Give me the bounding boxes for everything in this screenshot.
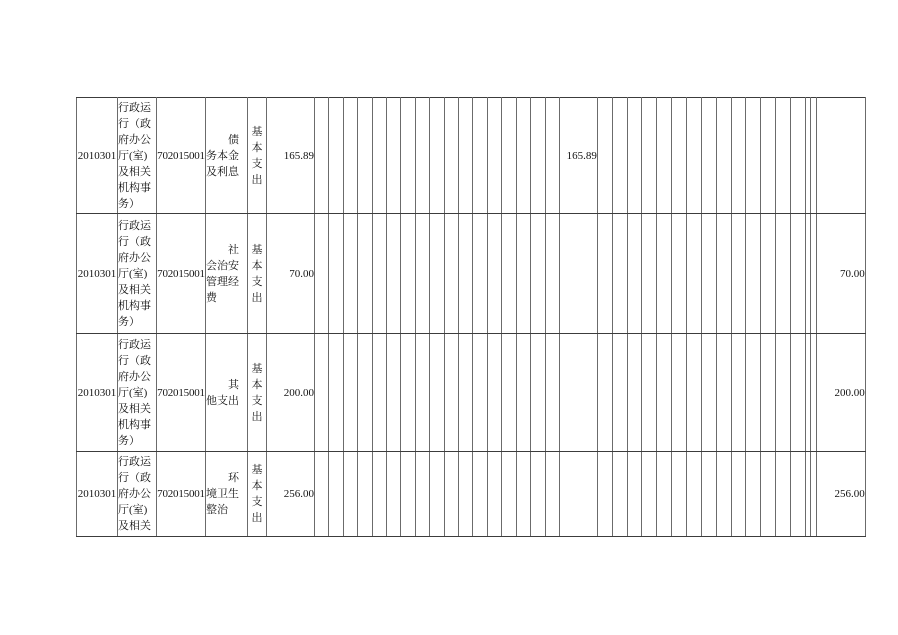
- empty-cell: [716, 98, 731, 214]
- empty-cell: [657, 98, 672, 214]
- empty-cell: [343, 452, 357, 537]
- empty-cell: [716, 214, 731, 334]
- end-amount-cell: 256.00: [816, 452, 865, 537]
- empty-cell: [545, 452, 559, 537]
- empty-cell: [627, 452, 642, 537]
- empty-cell: [502, 98, 516, 214]
- empty-cell: [627, 98, 642, 214]
- empty-cell: [387, 334, 401, 452]
- empty-cell: [642, 452, 657, 537]
- empty-cell: [545, 334, 559, 452]
- empty-cell: [761, 334, 776, 452]
- empty-cell: [746, 214, 761, 334]
- empty-cell: [531, 214, 545, 334]
- func-code-cell: 2010301: [77, 98, 118, 214]
- empty-cell: [531, 98, 545, 214]
- item-code-cell: 702015001: [157, 98, 206, 214]
- empty-cell: [516, 214, 530, 334]
- empty-cell: [502, 214, 516, 334]
- empty-cell: [701, 334, 716, 452]
- empty-cell: [597, 98, 612, 214]
- amount-cell: 70.00: [267, 214, 315, 334]
- empty-cell: [329, 334, 343, 452]
- empty-cell: [731, 214, 746, 334]
- amount-cell: 200.00: [267, 334, 315, 452]
- empty-cell: [545, 98, 559, 214]
- empty-cell: [701, 214, 716, 334]
- empty-cell: [612, 452, 627, 537]
- end-amount-cell: [816, 98, 865, 214]
- empty-cell: [343, 98, 357, 214]
- empty-cell: [790, 214, 805, 334]
- empty-cell: [343, 214, 357, 334]
- func-name-cell: 行政运行（政府办公厅(室)及相关机构事务）: [118, 98, 157, 214]
- empty-cell: [516, 334, 530, 452]
- empty-cell: [790, 98, 805, 214]
- empty-cell: [686, 452, 701, 537]
- empty-cell: [444, 214, 458, 334]
- table-row: [77, 98, 866, 214]
- empty-cell: [315, 214, 329, 334]
- empty-cell: [657, 214, 672, 334]
- empty-cell: [430, 334, 444, 452]
- empty-cell: [746, 334, 761, 452]
- table-row: [77, 214, 866, 334]
- expense-type-cell: 基本支出: [248, 334, 267, 452]
- item-code-cell: 702015001: [157, 334, 206, 452]
- empty-cell: [473, 214, 487, 334]
- empty-cell: [612, 98, 627, 214]
- empty-cell: [761, 98, 776, 214]
- empty-cell: [642, 334, 657, 452]
- empty-cell: [430, 452, 444, 537]
- expense-type-cell: 基本支出: [248, 452, 267, 537]
- amount-cell: 256.00: [267, 452, 315, 537]
- empty-cell: [672, 452, 687, 537]
- empty-cell: [716, 334, 731, 452]
- expense-type-cell: 基本支出: [248, 98, 267, 214]
- empty-cell: [459, 214, 473, 334]
- empty-cell: [315, 334, 329, 452]
- empty-cell: [776, 214, 791, 334]
- empty-cell: [473, 98, 487, 214]
- empty-cell: [329, 214, 343, 334]
- empty-cell: [473, 334, 487, 452]
- empty-cell: [612, 334, 627, 452]
- empty-cell: [329, 98, 343, 214]
- func-code-cell: 2010301: [77, 334, 118, 452]
- empty-cell: [657, 334, 672, 452]
- empty-cell: [516, 452, 530, 537]
- empty-cell: [415, 98, 429, 214]
- mid-amount-cell: [559, 214, 597, 334]
- empty-cell: [731, 334, 746, 452]
- empty-cell: [343, 334, 357, 452]
- func-name-cell: 行政运行（政府办公厅(室)及相关: [118, 452, 157, 537]
- empty-cell: [387, 98, 401, 214]
- item-name-cell: 债务本金及利息: [206, 98, 248, 214]
- empty-cell: [415, 214, 429, 334]
- empty-cell: [444, 452, 458, 537]
- budget-table: [76, 97, 866, 537]
- empty-cell: [746, 98, 761, 214]
- empty-cell: [790, 334, 805, 452]
- empty-cell: [444, 98, 458, 214]
- empty-cell: [597, 452, 612, 537]
- mid-amount-cell: [559, 334, 597, 452]
- func-code-cell: 2010301: [77, 452, 118, 537]
- empty-cell: [531, 452, 545, 537]
- end-amount-cell: 70.00: [816, 214, 865, 334]
- empty-cell: [545, 214, 559, 334]
- empty-cell: [459, 98, 473, 214]
- empty-cell: [502, 452, 516, 537]
- empty-cell: [358, 334, 372, 452]
- empty-cell: [701, 452, 716, 537]
- empty-cell: [672, 334, 687, 452]
- empty-cell: [746, 452, 761, 537]
- empty-cell: [686, 214, 701, 334]
- empty-cell: [315, 452, 329, 537]
- empty-cell: [672, 98, 687, 214]
- func-name-cell: 行政运行（政府办公厅(室)及相关机构事务）: [118, 334, 157, 452]
- mid-amount-cell: [559, 452, 597, 537]
- empty-cell: [776, 452, 791, 537]
- empty-cell: [487, 452, 501, 537]
- empty-cell: [459, 334, 473, 452]
- empty-cell: [473, 452, 487, 537]
- empty-cell: [731, 98, 746, 214]
- empty-cell: [487, 334, 501, 452]
- empty-cell: [415, 452, 429, 537]
- empty-cell: [415, 334, 429, 452]
- empty-cell: [372, 334, 386, 452]
- empty-cell: [358, 98, 372, 214]
- item-name-cell: 社会治安管理经费: [206, 214, 248, 334]
- empty-cell: [612, 214, 627, 334]
- empty-cell: [387, 214, 401, 334]
- empty-cell: [686, 98, 701, 214]
- empty-cell: [401, 98, 415, 214]
- item-name-cell: 环境卫生整治: [206, 452, 248, 537]
- empty-cell: [358, 452, 372, 537]
- empty-cell: [672, 214, 687, 334]
- empty-cell: [358, 214, 372, 334]
- empty-cell: [642, 98, 657, 214]
- mid-amount-cell: 165.89: [559, 98, 597, 214]
- empty-cell: [372, 452, 386, 537]
- amount-cell: 165.89: [267, 98, 315, 214]
- empty-cell: [430, 98, 444, 214]
- empty-cell: [761, 214, 776, 334]
- empty-cell: [761, 452, 776, 537]
- func-code-cell: 2010301: [77, 214, 118, 334]
- empty-cell: [401, 452, 415, 537]
- empty-cell: [627, 334, 642, 452]
- table-row: [77, 334, 866, 452]
- empty-cell: [444, 334, 458, 452]
- func-name-cell: 行政运行（政府办公厅(室)及相关机构事务）: [118, 214, 157, 334]
- empty-cell: [790, 452, 805, 537]
- empty-cell: [642, 214, 657, 334]
- table-row-clipped: [77, 452, 866, 537]
- empty-cell: [657, 452, 672, 537]
- empty-cell: [627, 214, 642, 334]
- empty-cell: [487, 98, 501, 214]
- empty-cell: [401, 214, 415, 334]
- empty-cell: [502, 334, 516, 452]
- empty-cell: [531, 334, 545, 452]
- empty-cell: [516, 98, 530, 214]
- item-code-cell: 702015001: [157, 452, 206, 537]
- end-amount-cell: 200.00: [816, 334, 865, 452]
- item-code-cell: 702015001: [157, 214, 206, 334]
- empty-cell: [731, 452, 746, 537]
- empty-cell: [701, 98, 716, 214]
- empty-cell: [329, 452, 343, 537]
- empty-cell: [776, 98, 791, 214]
- item-name-cell: 其他支出: [206, 334, 248, 452]
- empty-cell: [597, 334, 612, 452]
- empty-cell: [459, 452, 473, 537]
- empty-cell: [487, 214, 501, 334]
- empty-cell: [716, 452, 731, 537]
- empty-cell: [372, 98, 386, 214]
- empty-cell: [597, 214, 612, 334]
- empty-cell: [686, 334, 701, 452]
- empty-cell: [387, 452, 401, 537]
- empty-cell: [372, 214, 386, 334]
- expense-type-cell: 基本支出: [248, 214, 267, 334]
- empty-cell: [776, 334, 791, 452]
- empty-cell: [401, 334, 415, 452]
- empty-cell: [430, 214, 444, 334]
- empty-cell: [315, 98, 329, 214]
